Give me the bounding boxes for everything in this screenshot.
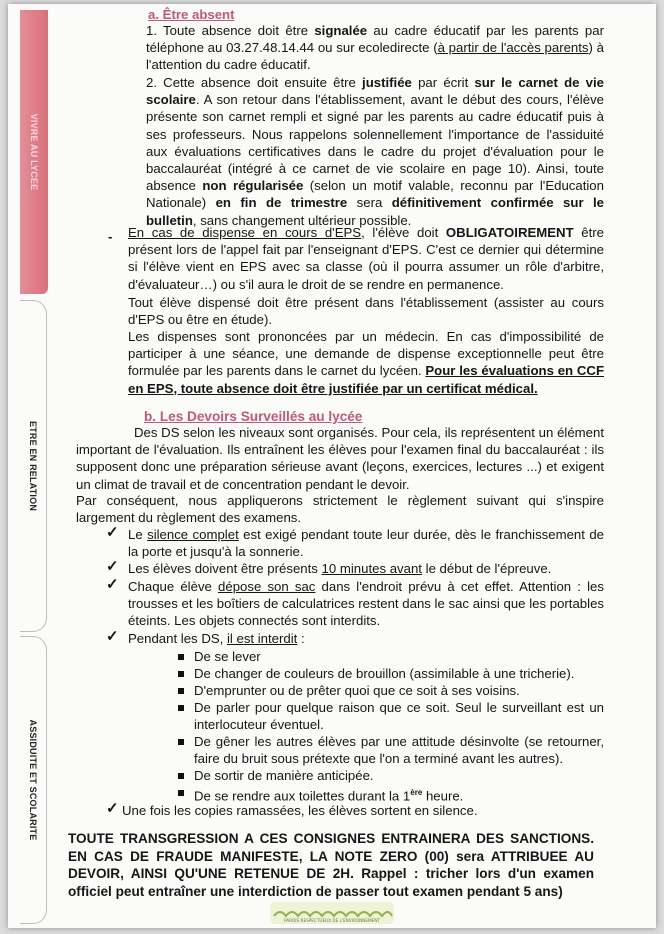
square-bullet-icon (178, 688, 184, 694)
rule-silence: Le silence complet est exigé pendant toute leur durée, dès le franchissement de la porte et jusqu'à la sonnerie. (128, 527, 604, 560)
rule-sac: Chaque élève dépose son sac dans l'endroit prévu à cet effet. Attention : les trousses et les boîtiers de calculatrices restent dans le sac ainsi que les portables éteints. Les objets connectés sont interdits. (128, 579, 604, 629)
forbidden-item: De changer de couleurs de brouillon (assimilable à une tricherie). (194, 666, 575, 681)
checkmark-icon: ✓ (106, 800, 119, 817)
square-bullet-icon (178, 739, 184, 745)
square-bullet-icon (178, 773, 184, 779)
forbidden-item: De parler pour quelque raison que ce soit. Seul le surveillant est un interlocuteur éventuel. (194, 700, 604, 733)
square-bullet-icon (178, 705, 184, 711)
forbidden-item: De gêner les autres élèves par une attitude désinvolte (se retourner, faire du bruit sous prétexte que l'on a terminé avant les autres). (194, 734, 604, 767)
paragraph-eps-medecin: Les dispenses sont prononcées par un médecin. En cas d'impossibilité de participer à une séance, une demande de dispense exceptionnelle peut être formulée par les parents dans le carnet du lycéen. Pour les évaluations en CCF en EPS, toute absence doit être justifiée par un certificat médical. (128, 329, 604, 396)
section-b-heading: b. Les Devoirs Surveillés au lycée (144, 409, 363, 424)
forbidden-item: D'emprunter ou de prêter quoi que ce soit à ses voisins. (194, 683, 520, 698)
forbidden-item: De sortir de manière anticipée. (194, 768, 374, 783)
page-content (8, 4, 656, 928)
square-bullet-icon (178, 654, 184, 660)
forbidden-item: De se rendre aux toilettes durant la 1ère heure. (194, 788, 464, 804)
section-a-heading: a. Être absent (148, 7, 235, 22)
checkmark-icon: ✓ (106, 558, 119, 575)
logo-text: PAROIS RESPECTUEUX DE L'ENVIRONNEMENT (283, 918, 381, 923)
sanctions-warning: TOUTE TRANSGRESSION A CES CONSIGNES ENTRAINERA DES SANCTIONS. EN CAS DE FRAUDE MANIFESTE, LA NOTE ZERO (00) sera ATTRIBUEE AU DEVOIR, AINSI QU'UNE RETENUE DE 2H. Rappel : tricher lors d'un examen officiel peut entraîner une interdiction de passer tout examen pendant 5 ans) (68, 831, 594, 899)
paragraph-ds-intro: Des DS selon les niveaux sont organisés. Pour cela, ils représentent un élément important de l'évaluation. Ils entraînent les élèves pour l'examen final du baccalauréat : ils supposent donc une préparation sérieuse avant (leçons, exercices, lectures ...) et exigent un climat de travail et de concentration pendant le devoir. (76, 425, 604, 492)
rule-sortie: Une fois les copies ramassées, les élèves sortent en silence. (122, 803, 478, 818)
document-page (8, 4, 656, 928)
paragraph-absence-1: 1. Toute absence doit être signalée au cadre éducatif par les parents par téléphone au 03.27.48.14.44 ou sur ecoledirecte (à partir de l'accès parents) à l'attention du cadre éducatif. (146, 23, 605, 73)
paragraph-absence-2: 2. Cette absence doit ensuite être justifiée par écrit sur le carnet de vie scolaire. A son retour dans l'établissement, avant le début des cours, l'élève présente son carnet rempli et signé par les parents au cadre éducatif puis à ses professeurs. Nous rappelons solennellement l'importance de l'assiduité aux évaluations certificatives dans le cadre du projet d'évaluation pour le baccalauréat (intégré à ce carnet de vie scolaire en page 10). Ainsi, toute absence non régularisée (selon un motif valable, reconnu par l'Education Nationale) en fin de trimestre sera définitivement confirmée sur le bulletin, sans changement ultérieur possible. (146, 75, 605, 228)
square-bullet-icon (178, 671, 184, 677)
rule-10-minutes: Les élèves doivent être présents 10 minutes avant le début de l'épreuve. (128, 561, 552, 576)
environment-logo (270, 902, 394, 924)
checkmark-icon: ✓ (106, 524, 119, 541)
checkmark-icon: ✓ (106, 576, 119, 593)
checkmark-icon: ✓ (106, 628, 119, 645)
square-bullet-icon (178, 790, 184, 796)
margin-tab-label: VIVRE AU LYCEE (29, 113, 39, 191)
forbidden-item: De se lever (194, 649, 261, 664)
margin-tab-label: ETRE EN RELATION (28, 420, 38, 512)
paragraph-eps-dispense: En cas de dispense en cours d'EPS, l'élève doit OBLIGATOIREMENT être présent lors de l'appel fait par l'enseignant d'EPS. C'est ce dernier qui détermine si l'élève vient en EPS avec sa classe (où il pourra assumer un rôle d'arbitre, d'évaluateur…) ou s'il aura le droit de se rendre en permanence. (128, 225, 605, 292)
paragraph-ds-reglement: Par conséquent, nous appliquerons strictement le règlement suivant qui s'inspire largement du règlement des examens. (76, 493, 604, 526)
bullet-dash: - (108, 229, 113, 244)
rule-interdit: Pendant les DS, il est interdit : (128, 631, 305, 646)
paragraph-eps-present: Tout élève dispensé doit être présent dans l'établissement (assister au cours d'EPS ou être en étude). (128, 295, 604, 328)
margin-tab-label: ASSIDUITE ET SCOLARITE (28, 719, 38, 841)
